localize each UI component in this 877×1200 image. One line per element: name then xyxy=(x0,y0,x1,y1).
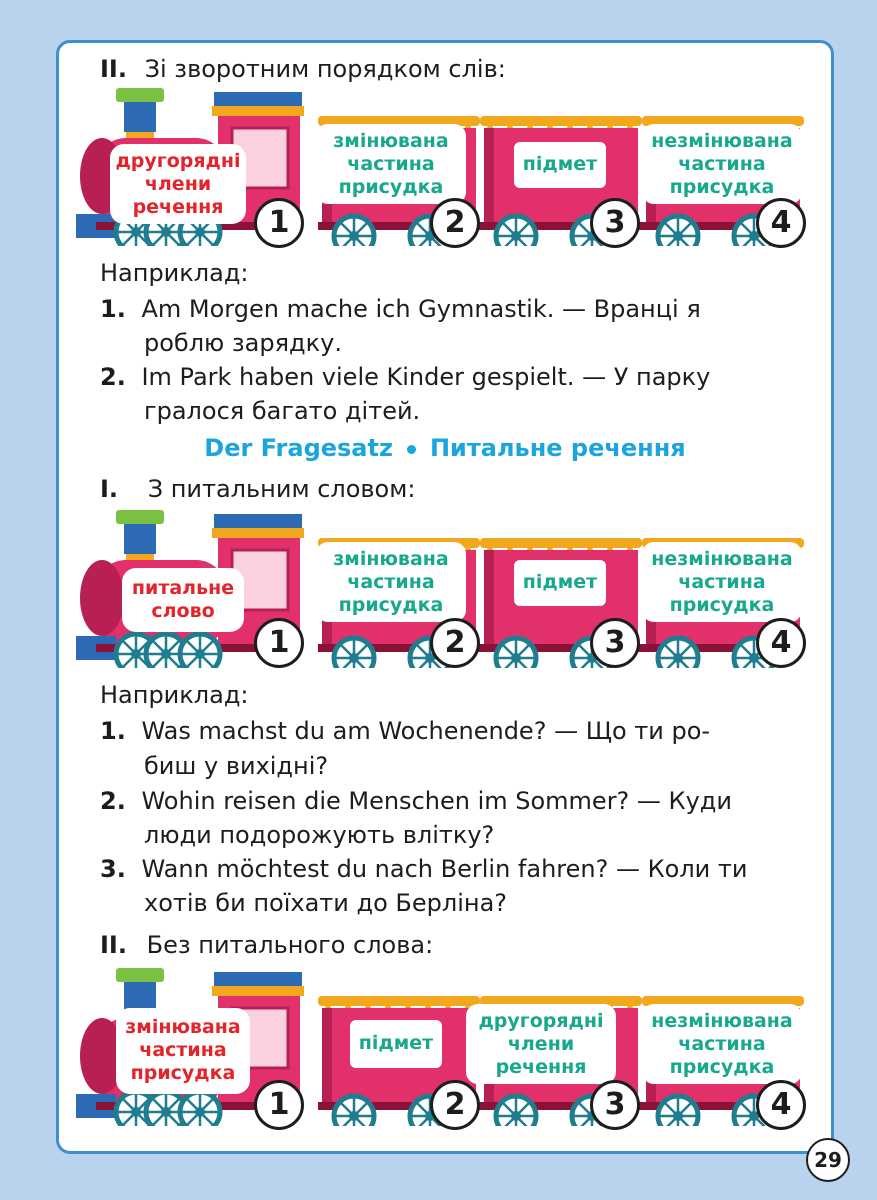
example-label: Наприклад: xyxy=(100,259,249,287)
position-badge-1: 1 xyxy=(254,198,304,248)
example-item: 1. Was machst du am Wochenende? — Що ти ро- xyxy=(100,717,711,745)
train-diagram-reverse xyxy=(66,86,816,246)
section-heading: Der Fragesatz Питальне речення xyxy=(204,434,686,462)
position-badge-1: 1 xyxy=(254,1080,304,1130)
section-numeral: II. xyxy=(100,55,127,83)
section-q-title: I. З питальним словом: xyxy=(100,475,416,503)
car-label-2: змінювана частина присудка xyxy=(333,548,449,616)
car-label-2: підмет xyxy=(358,1032,434,1054)
position-badge-4: 4 xyxy=(756,618,806,668)
position-badge-2: 2 xyxy=(430,198,480,248)
position-badge-2: 2 xyxy=(430,618,480,668)
train-diagram-question-word xyxy=(66,508,816,668)
position-badge-3: 3 xyxy=(590,1080,640,1130)
example-item: 1. Am Morgen mache ich Gymnastik. — Вранці я xyxy=(100,295,701,323)
car-label-4: незмінювана частина присудка xyxy=(651,130,793,198)
section-reverse-title: II. Зі зворотним порядком слів: xyxy=(100,52,506,86)
loco-label: другорядні члени речення xyxy=(115,150,241,218)
example-item-cont: хотів би поїхати до Берліна? xyxy=(144,889,508,917)
example-item-cont: люди подорожують влітку? xyxy=(144,821,495,849)
example-item-cont: роблю зарядку. xyxy=(144,329,342,357)
section-noq-title: II. Без питального слова: xyxy=(100,931,434,959)
position-badge-2: 2 xyxy=(430,1080,480,1130)
car-label-4: незмінювана частина присудка xyxy=(651,548,793,616)
position-badge-4: 4 xyxy=(756,1080,806,1130)
bullet-dot xyxy=(407,445,416,454)
example-item-cont: биш у вихідні? xyxy=(144,752,329,780)
page-number: 29 xyxy=(806,1138,850,1182)
position-badge-3: 3 xyxy=(590,618,640,668)
example-item: 2. Im Park haben viele Kinder gespielt. — У парку xyxy=(100,363,711,391)
car-label-3: підмет xyxy=(522,153,598,175)
car-label-3: підмет xyxy=(522,571,598,593)
example-item: 3. Wann möchtest du nach Berlin fahren? — Коли ти xyxy=(100,855,748,883)
example-item: 2. Wohin reisen die Menschen im Sommer? — Куди xyxy=(100,787,732,815)
position-badge-3: 3 xyxy=(590,198,640,248)
car-label-2: змінювана частина присудка xyxy=(333,130,449,198)
position-badge-1: 1 xyxy=(254,618,304,668)
car-label-3: другорядні члени речення xyxy=(478,1010,604,1078)
example-label: Наприклад: xyxy=(100,681,249,709)
loco-label: питальне слово xyxy=(131,577,235,622)
car-label-4: незмінювана частина присудка xyxy=(651,1010,793,1078)
train-diagram-no-question-word xyxy=(66,966,816,1126)
loco-label: змінювана частина присудка xyxy=(125,1016,241,1084)
example-item-cont: гралося багато дітей. xyxy=(144,397,421,425)
position-badge-4: 4 xyxy=(756,198,806,248)
